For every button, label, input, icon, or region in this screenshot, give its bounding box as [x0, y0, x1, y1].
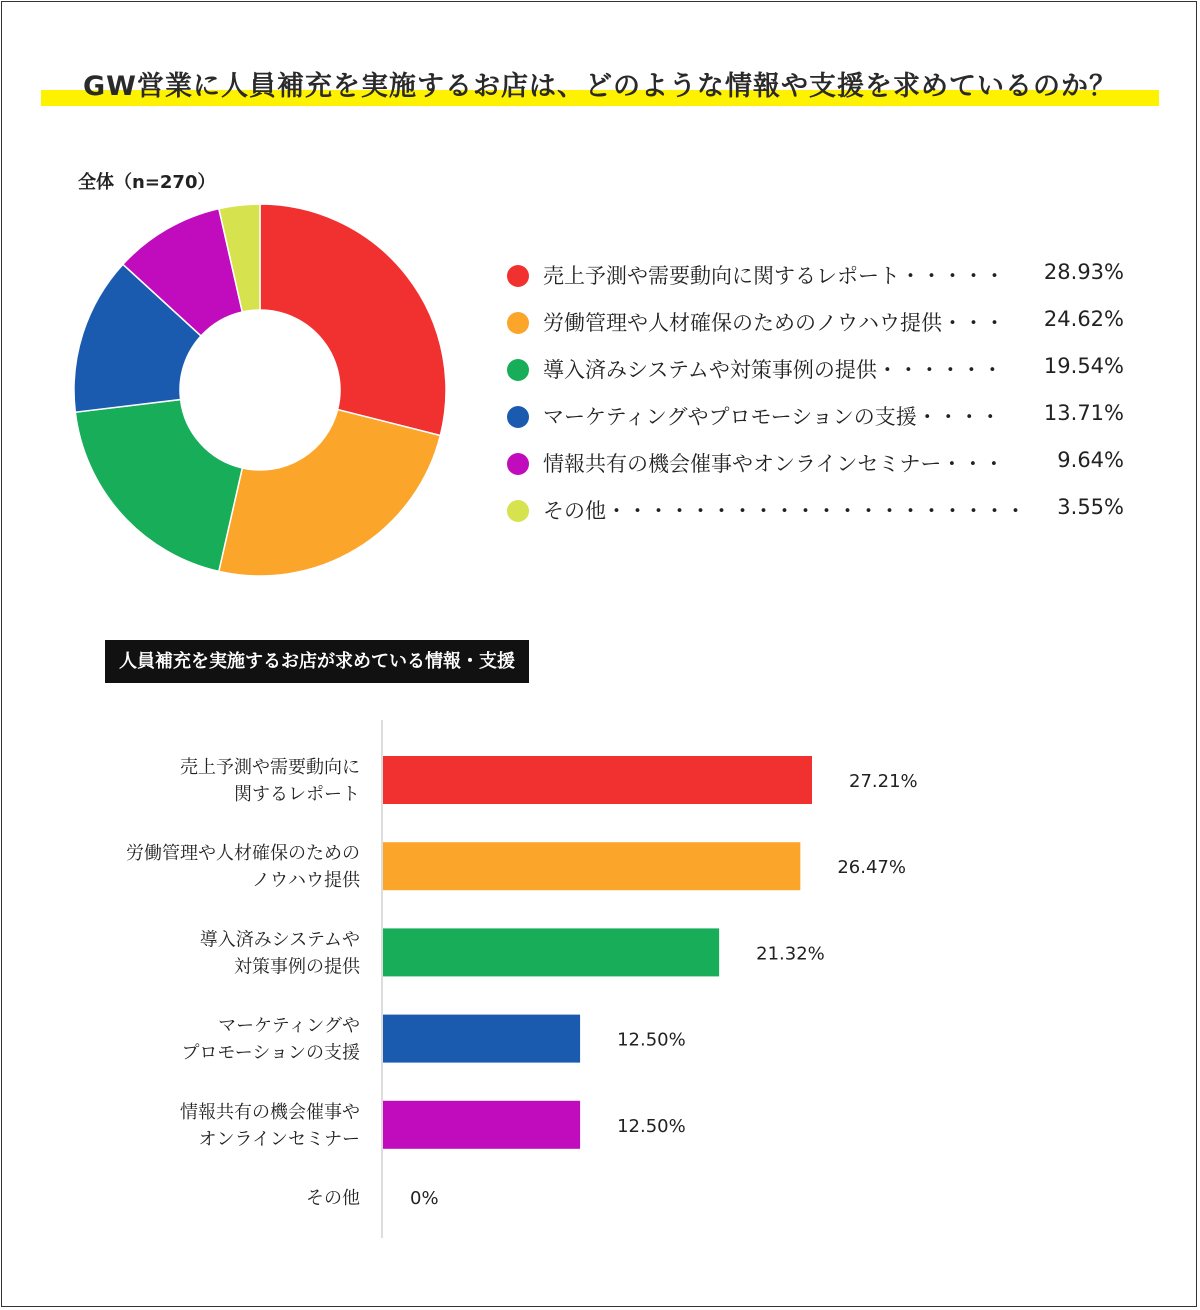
bar	[383, 1101, 580, 1149]
bar-value-label: 21.32%	[756, 943, 825, 965]
legend-value: 24.62%	[1043, 307, 1124, 331]
legend-swatch	[507, 265, 529, 287]
legend-item	[505, 350, 1130, 397]
legend-value: 9.64%	[1057, 448, 1124, 472]
donut-sample-label: 全体（n=270）	[78, 172, 216, 193]
bar-category-label: 対策事例の提供	[234, 956, 360, 978]
legend-label: 導入済みシステムや対策事例の提供・・・・・・	[543, 358, 1003, 382]
legend-label: その他・・・・・・・・・・・・・・・・・・・・	[543, 499, 1026, 523]
donut-slice	[219, 410, 441, 576]
bar	[383, 1015, 580, 1063]
donut-legend	[505, 256, 1130, 538]
legend-label: 労働管理や人材確保のためのノウハウ提供・・・	[543, 311, 1005, 335]
legend-swatch	[507, 312, 529, 334]
legend-item	[505, 491, 1130, 538]
donut-slice	[260, 204, 446, 435]
legend-value: 19.54%	[1043, 354, 1124, 378]
bar-category-label: その他	[306, 1188, 360, 1209]
bar-category-label: マーケティングや	[218, 1015, 360, 1037]
legend-item	[505, 303, 1130, 350]
bar-chart-heading: 人員補充を実施するお店が求めている情報・支援	[105, 640, 529, 683]
bar-category-label: 関するレポート	[234, 784, 360, 805]
legend-item	[505, 256, 1130, 303]
bar-category-label: プロモーションの支援	[181, 1042, 360, 1064]
legend-swatch	[507, 453, 529, 475]
legend-swatch	[507, 406, 529, 428]
bar-value-label: 12.50%	[617, 1029, 686, 1051]
legend-swatch	[507, 500, 529, 522]
legend-item	[505, 397, 1130, 444]
bar-value-label: 0%	[410, 1188, 439, 1209]
bar	[383, 842, 800, 890]
bar-category-label: 導入済みシステムや	[199, 929, 360, 951]
bar	[383, 756, 812, 804]
bar-value-label: 27.21%	[849, 771, 918, 792]
legend-value: 28.93%	[1043, 260, 1124, 284]
legend-label: 情報共有の機会催事やオンラインセミナー・・・	[543, 452, 1005, 476]
bar-chart	[0, 710, 1200, 1250]
bar-category-label: オンラインセミナー	[198, 1128, 360, 1150]
legend-item	[505, 444, 1130, 491]
bar-value-label: 12.50%	[617, 1115, 686, 1137]
donut-slice	[75, 400, 242, 572]
legend-value: 13.71%	[1043, 401, 1124, 425]
legend-label: マーケティングやプロモーションの支援・・・・	[543, 405, 1001, 429]
donut-chart	[70, 200, 454, 584]
bar-category-label: 労働管理や人材確保のための	[126, 843, 360, 865]
bar-category-label: 売上予測や需要動向に	[180, 757, 360, 778]
legend-value: 3.55%	[1057, 495, 1124, 519]
bar-category-label: 情報共有の機会催事や	[180, 1101, 360, 1123]
bar	[383, 928, 719, 976]
bar-category-label: ノウハウ提供	[252, 870, 360, 892]
legend-swatch	[507, 359, 529, 381]
bar-value-label: 26.47%	[837, 857, 906, 879]
figure-title: GW営業に人員補充を実施するお店は、どのような情報や支援を求めているのか？	[83, 71, 1117, 102]
legend-label: 売上予測や需要動向に関するレポート・・・・・	[543, 264, 1005, 288]
